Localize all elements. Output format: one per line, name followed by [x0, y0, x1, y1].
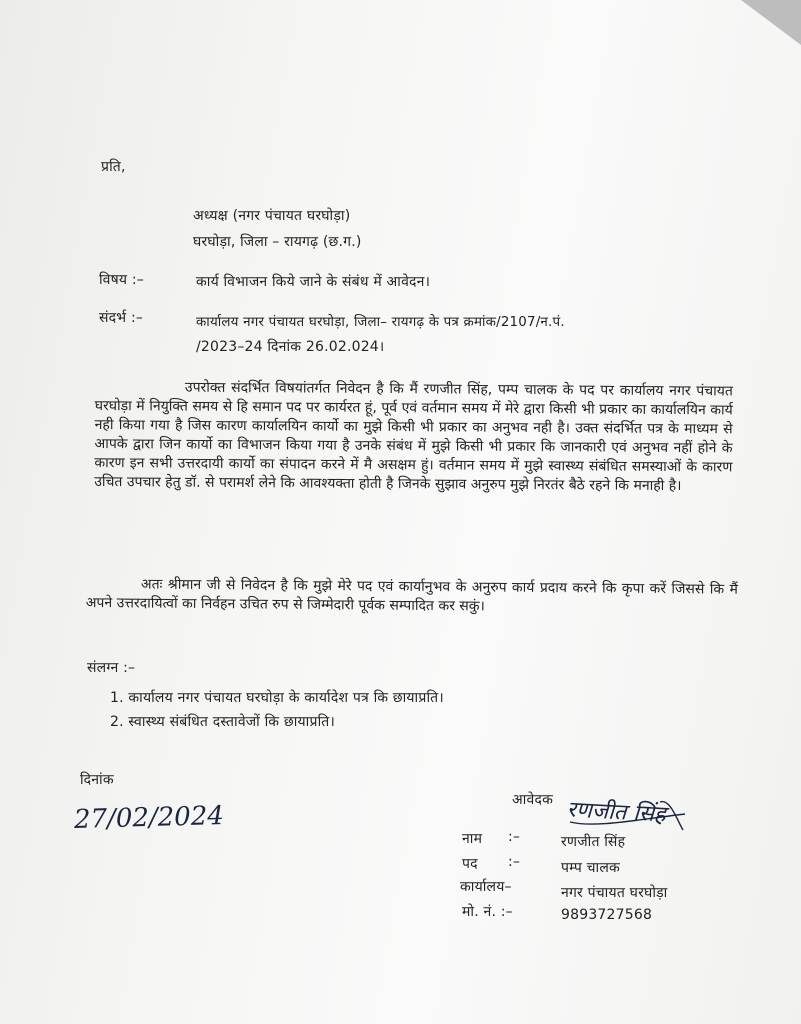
body-paragraph-1: उपरोक्त संदर्भित विषयांतर्गत निवेदन है कि मैं रणजीत सिंह, पम्प चालक के पद पर कार्यालय नगर पंचायत घरघोड़ा में नियुक्ति समय से हि समान पद पर कार्यरत हूं, पूर्व एवं वर्तमान समय में मेरे द्वारा किसी भी प्रकार का कार्यालयिन कार्य नही किया गया है जिस कारण कार्यालयिन कार्यो का मुझे किसी भी प्रकार का अनुभव नही है। उक्त संदर्भित पत्र के माध्यम से आपके द्वारा जिन कार्यो का विभाजन किया गया है उनके संबंध में मुझे किसी भी प्रकार कि जानकारी एवं अनुभव नहीं होने के कारण इन सभी उत्तरदायी कार्यो का संपादन करने में मै असक्षम हुं। वर्तमान समय में मुझे स्वास्थ्य संबंधित समस्याओं के कारण उचित उपचार हेतु डॉ. से परामर्श लेने कि आवश्यक्ता होती है जिनके सुझाव अनुरुप मुझे निरतंर बैठे रहने कि मनाही है। — [94, 379, 733, 495]
detail-name-label: नाम — [462, 831, 483, 847]
detail-name-sep: :– — [508, 829, 521, 845]
reference-line-2: /2023–24 दिनांक 26.02.024। — [196, 339, 385, 355]
signature-flourish — [565, 790, 695, 835]
detail-post-value: पम्प चालक — [561, 860, 620, 876]
reference-label: संदर्भ :– — [99, 310, 144, 326]
signature: रणजीत सिंह — [566, 797, 667, 828]
detail-post-label: पद — [462, 856, 478, 872]
detail-mobile-label: मो. नं. :– — [462, 904, 513, 920]
detail-name-value: रणजीत सिंह — [561, 834, 626, 850]
recipient-line-2: घरघोड़ा, जिला – रायगढ़ (छ.ग.) — [193, 234, 362, 250]
detail-mobile-value: 9893727568 — [561, 907, 653, 923]
enclosure-label: संलग्न :– — [87, 660, 136, 676]
detail-office-label: कार्यालय– — [460, 879, 512, 895]
recipient-line-1: अध्यक्ष (नगर पंचायत घरघोड़ा) — [193, 208, 351, 224]
handwritten-date: 27/02/2024 — [73, 801, 225, 835]
salutation-prati: प्रति, — [101, 159, 126, 175]
applicant-label: आवेदक — [512, 792, 554, 808]
subject-text: कार्य विभाजन किये जाने के संबंध में आवेदन। — [196, 274, 431, 290]
enclosure-item-2: 2. स्वास्थ्य संबंधित दस्तावेजों कि छायाप्रति। — [110, 714, 335, 730]
enclosure-item-1: 1. कार्यालय नगर पंचायत घरघोड़ा के कार्यादेश पत्र कि छायाप्रति। — [110, 690, 444, 706]
subject-label: विषय :– — [99, 272, 144, 288]
detail-office-value: नगर पंचायत घरघोड़ा — [561, 885, 668, 901]
date-label: दिनांक — [80, 772, 114, 788]
reference-line-1: कार्यालय नगर पंचायत घरघोड़ा, जिला– रायगढ़ के पत्र क्रमांक/2107/न.पं. — [196, 315, 565, 330]
page-fold — [741, 0, 801, 45]
body-paragraph-2: अतः श्रीमान जी से निवेदन है कि मुझे मेरे पद एवं कार्यानुभव के अनुरुप कार्य प्रदाय करने कि कृपा करें जिससे कि मैं अपने उत्तरदायित्वों का निर्वहन उचित रुप से जिम्मेदारी पूर्वक सम्पादित कर सकुं। — [85, 576, 738, 615]
detail-post-sep: :– — [508, 854, 521, 870]
